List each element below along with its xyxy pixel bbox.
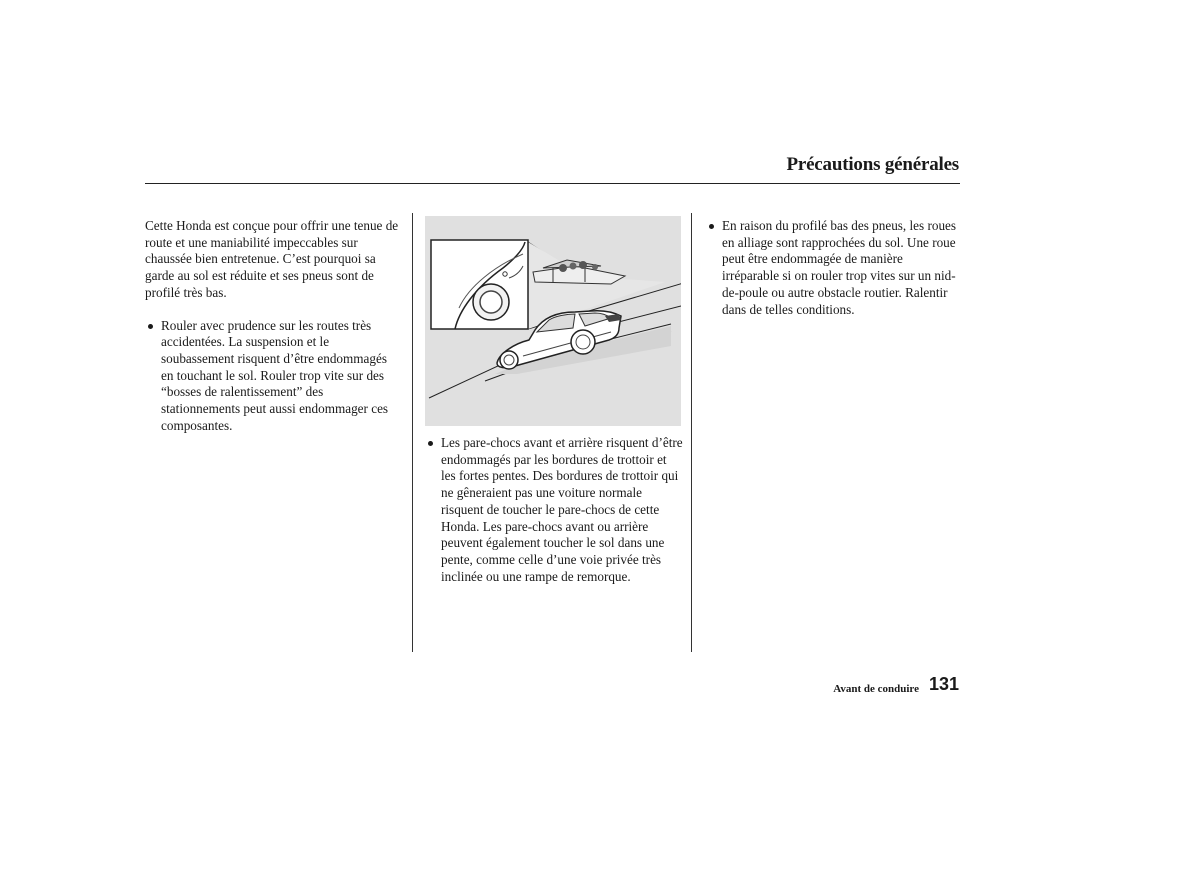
- bullet-item-rough-roads: [145, 318, 400, 435]
- column-divider-left: [412, 213, 413, 652]
- column-middle: [425, 435, 683, 585]
- column-divider-right: [691, 213, 692, 652]
- bullet-text-bumpers: Les pare-chocs avant et arrière risquent d’être endommagés par les bordures de trottoir et les fortes pentes. Des bordures de trottoir qui ne gêneraient pas une voiture normale risquent de toucher le pare-chocs de cette Honda. Les pare-chocs avant ou arrière peuvent également toucher le sol dans une pente, comme celle d’une voie privée très inclinée ou une rampe de remorque.: [441, 435, 683, 584]
- car-on-slope-illustration: [425, 216, 681, 426]
- tree-icon-3: [579, 261, 587, 269]
- paragraph-gap: [145, 302, 400, 318]
- page-number: 131: [928, 674, 959, 694]
- column-right: [706, 218, 961, 318]
- bullet-item-bumpers: [425, 435, 683, 585]
- bullet-dot-icon: [148, 324, 153, 329]
- bullet-dot-icon: [709, 224, 714, 229]
- tree-icon-4: [592, 264, 598, 270]
- title-rule: [145, 183, 960, 184]
- car-slope-drawing: [425, 216, 681, 426]
- tree-icon: [559, 264, 567, 272]
- column-left: [145, 218, 400, 434]
- bullet-item-wheels: [706, 218, 961, 318]
- page-title: Précautions générales: [786, 154, 959, 175]
- footer-section-label: Avant de conduire: [833, 683, 919, 695]
- tree-icon-2: [570, 263, 577, 270]
- bullet-text-rough-roads: Rouler avec prudence sur les routes très accidentées. La suspension et le soubassement risquent d’être endommagés en touchant le sol. Rouler trop vite sur des “bosses de ralentissement” des stationnements peut aussi endommager ces composantes.: [161, 317, 389, 433]
- intro-paragraph: Cette Honda est conçue pour offrir une tenue de route et une maniabilité impeccables sur chaussée bien entretenue. C’est pourquoi sa garde au sol est réduite et ses pneus sont de profilé très bas.: [145, 218, 399, 300]
- inset-rim-icon: [480, 291, 502, 313]
- bullet-text-wheels: En raison du profilé bas des pneus, les roues en alliage sont rapprochées du sol. Une roue peut être endommagée de manière irréparable si on rouler trop vites sur un nid-de-poule ou autre obstacle routier. Ralentir dans de telles conditions.: [722, 218, 957, 317]
- bullet-dot-icon: [428, 441, 433, 446]
